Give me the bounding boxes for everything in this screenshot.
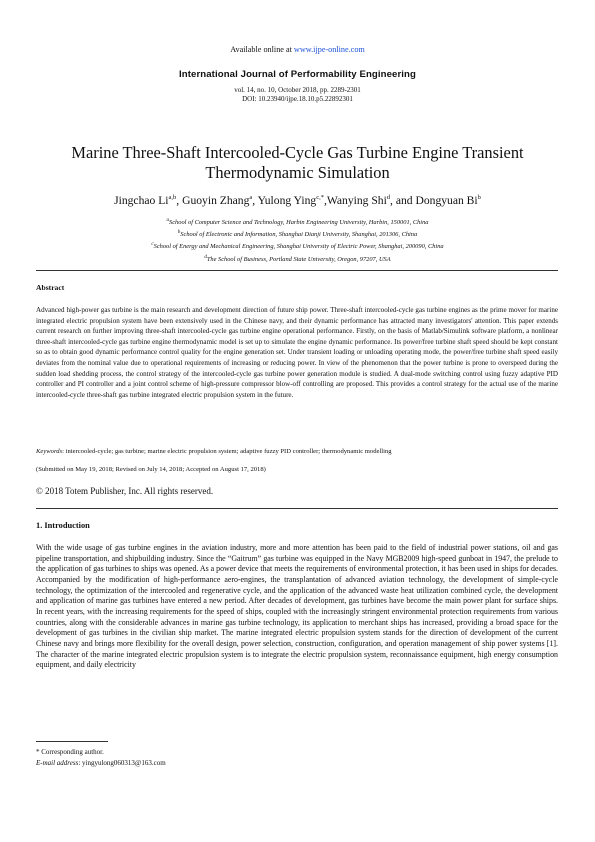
affiliation-mark: c — [151, 242, 154, 248]
keywords-label: Keywords — [36, 448, 63, 455]
author-affiliation-mark: c,* — [316, 194, 324, 202]
title-line-2: Thermodynamic Simulation — [205, 163, 390, 182]
section-divider — [36, 508, 558, 509]
doi-line: DOI: 10.23940/ijpe.18.10.p5.22892301 — [242, 95, 353, 104]
author-name: Jingchao Li — [114, 194, 169, 207]
keywords-text: : intercooled-cycle; gas turbine; marine electric propulsion system; adaptive fuzzy PID controller; thermodynamic modelling — [62, 448, 392, 455]
author-name: Yulong Ying — [257, 194, 317, 207]
author-affiliation-mark: b — [477, 194, 481, 202]
abstract-text: Advanced high-power gas turbine is the main research and development direction of future ship power. Three-shaft intercooled-cycle gas turbine engines as the prime mover for marine integrated electric propulsion system have been extensively used in the Chinese navy, and their dynamic performance has attracted many investigators' attention. This paper extends current research on further improving three-shaft intercooled-cycle gas turbine engine operational performance. Firstly, on the basis of Matlab/Simulink software platform, a nonlinear three-shaft intercooled-cycle gas turbine engine thermodynamic model is set up to simulate the engine dynamic performance. Its power/free turbine shaft speed should be kept constant so as to obtain good dynamic performance control quality for the engine generation set. Under transient loading or unloading operating mode, the power/free turbine shaft speed easily deviates from the nominal value due to operational requirements of increasing or reducing power. In view of the phenomenon that the power turbine is prone to overspeed during the sudden load shedding process, the control strategy of the intercooled-cycle gas turbine power generation module is studied. A dual-mode switching control using fuzzy adaptive PID controller and PI controller and a joint control scheme of high-pressure compressor blow-off controlling are proposed. This provides a control strategy for the actual use of the marine intercooled-cycle three-shaft gas turbine integrated electric propulsion system in the future. — [36, 306, 558, 399]
author-name: Wanying Shi — [326, 194, 387, 207]
affiliation-mark: b — [177, 230, 181, 236]
author-separator: , — [252, 194, 258, 207]
email-note — [36, 759, 166, 767]
section-heading-introduction: 1. Introduction — [36, 521, 90, 530]
author-name: Guoyin Zhang — [182, 194, 250, 207]
author-affiliation-mark: d — [386, 194, 391, 202]
author-affiliation-mark: a — [249, 194, 253, 202]
availability-line — [0, 45, 595, 54]
keywords-line — [36, 448, 558, 455]
corresponding-author-note: * Corresponding author. — [36, 748, 104, 756]
copyright-notice: © 2018 Totem Publisher, Inc. All rights reserved. — [36, 486, 214, 496]
submission-dates: (Submitted on May 19, 2018; Revised on July 14, 2018; Accepted on August 17, 2018) — [36, 466, 266, 473]
introduction-paragraph: With the wide usage of gas turbine engines in the aviation industry, more and more attention has been paid to the field of industrial power stations, oil and gas pipeline transportation, and shipbuilding industry. Since the “Gaitrum” gas turbine was equipped in the Navy MGB2009 high-speed gunboat in 1947, the prelude to the application of gas turbines to ships was opened. As a power device that meets the requirements of environmental protection, it has been used in ships for decades. Accompanied by the modification of high-performance aero-engines, the transplantation of advanced aviation technology, the development of simple-cycle technology, the optimization of the intercooled and regenerative cycle, and the application of the advanced waste heat utilization combined cycle, the development and application of marine gas turbines have entered a new period. After decades of development, gas turbines have become the main power plant for surface ships. In recent years, with the increasing requirements for the speed of ships, coupled with the increasingly stringent environmental protection requirements from various countries, along with the considerable advances in marine gas turbine technology, its application to merchant ships has increased, providing a broad space for the development of gas turbines in the civilian ship market. The marine integrated electric propulsion system stands for the direction of development of the current Chinese navy and brings more flexibility for the overall design, power selection, construction, configuration, and operation management of ship power systems [1]. The character of the marine integrated electric propulsion system is to integrate the electric propulsion system, reconnaissance equipment, high energy consumption equipment, and daily electricity — [36, 543, 558, 670]
affiliation-item — [30, 216, 565, 228]
author-affiliation-mark: a,b — [168, 194, 177, 202]
volume-info — [0, 86, 595, 104]
email-address: : yingyulong060313@163.com — [78, 759, 166, 767]
abstract-top-divider — [36, 270, 558, 271]
affiliation-item — [30, 228, 565, 240]
author-separator: , — [176, 194, 183, 207]
author-name: Dongyuan Bi — [415, 194, 478, 207]
affiliation-text: School of Electronic and Information, Shanghai Dianji University, Shanghai, 201306, China — [180, 231, 418, 239]
affiliation-item — [30, 253, 565, 265]
affiliation-mark: d — [204, 254, 207, 260]
abstract-heading: Abstract — [36, 283, 65, 292]
affiliation-mark: a — [166, 218, 170, 223]
email-label: E-mail address — [36, 759, 79, 767]
affiliation-text: School of Energy and Mechanical Engineering, Shanghai University of Electric Power, Shanghai, 200090, China — [153, 243, 444, 251]
author-list — [30, 194, 565, 207]
affiliation-list — [30, 216, 565, 265]
affiliation-text: The School of Business, Portland State University, Oregon, 97207, USA — [206, 255, 391, 263]
volume-line: vol. 14, no. 10, October 2018, pp. 2289-2301 — [234, 86, 361, 94]
journal-name: International Journal of Performability Engineering — [179, 69, 416, 80]
affiliation-item — [30, 240, 565, 252]
affiliation-text: School of Computer Science and Technology, Harbin Engineering University, Harbin, 150001, China — [169, 219, 429, 227]
author-separator: , — [323, 194, 327, 207]
title-line-1: Marine Three-Shaft Intercooled-Cycle Gas Turbine Engine Transient — [71, 143, 524, 162]
availability-text: Available online at — [230, 45, 294, 54]
author-separator: , and — [390, 194, 416, 207]
journal-website-link[interactable]: www.ijpe-online.com — [293, 45, 365, 54]
footnote-divider — [36, 741, 108, 742]
paper-title — [40, 143, 555, 183]
